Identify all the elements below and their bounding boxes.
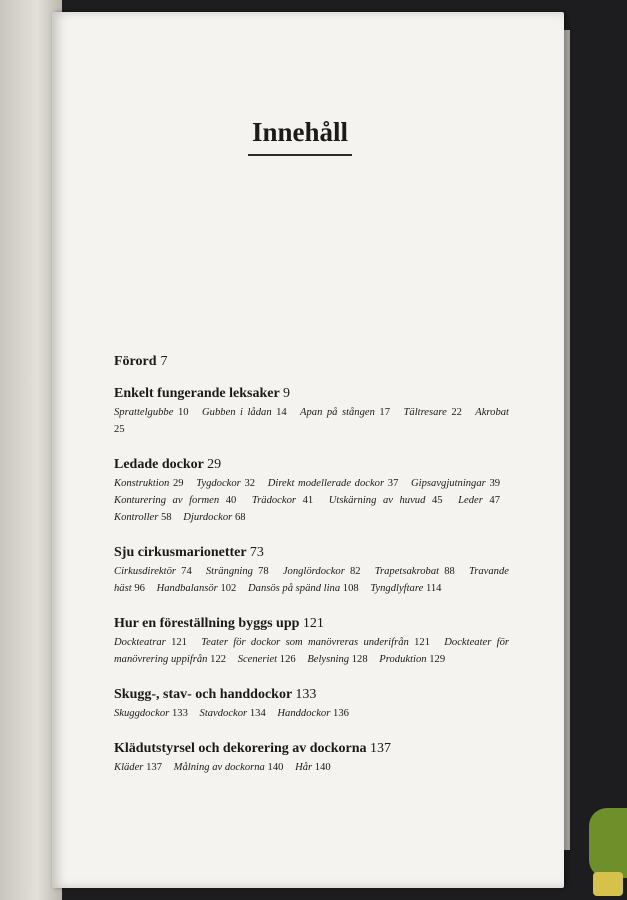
toc-entry xyxy=(114,512,172,523)
entry-page: 140 xyxy=(267,762,284,773)
entry-page: 126 xyxy=(279,654,296,665)
section-entries xyxy=(114,759,509,776)
entry-page: 25 xyxy=(114,424,125,435)
section-entries xyxy=(114,563,509,597)
toc-entry xyxy=(458,495,500,506)
entry-page: 140 xyxy=(314,762,331,773)
toc-entry xyxy=(114,407,189,418)
entry-page: 47 xyxy=(489,495,500,506)
toc-section xyxy=(114,687,509,722)
toc-entry xyxy=(295,762,331,773)
entry-label: Kläder xyxy=(114,762,144,773)
entry-page: 14 xyxy=(276,407,287,418)
entry-label: Sceneriet xyxy=(237,654,278,665)
entry-page: 32 xyxy=(244,478,256,489)
foreword-page: 7 xyxy=(160,354,168,369)
toc-entry xyxy=(174,762,284,773)
toc-entry xyxy=(200,708,266,719)
book-page xyxy=(52,12,564,888)
entry-page: 10 xyxy=(177,407,189,418)
entry-label: Hår xyxy=(295,762,313,773)
toc-entry xyxy=(114,637,187,648)
toc-section xyxy=(114,386,509,438)
entry-label: Handbalansör xyxy=(156,583,218,594)
entry-label: Djurdockor xyxy=(183,512,233,523)
entry-label: Akrobat xyxy=(475,407,509,418)
entry-label: Gipsavgjutningar xyxy=(411,478,486,489)
page-title: Innehåll xyxy=(248,117,352,156)
entry-label: Konturering av formen xyxy=(114,495,220,506)
entry-label: Skuggdockor xyxy=(114,708,170,719)
toc-entry xyxy=(206,566,269,577)
toc-entry xyxy=(252,495,313,506)
toc-entry xyxy=(196,478,255,489)
entry-page: 39 xyxy=(489,478,501,489)
toc-entry xyxy=(307,654,367,665)
toc-section xyxy=(114,457,509,526)
entry-page: 88 xyxy=(444,566,455,577)
toc-entry xyxy=(411,478,500,489)
section-title: Enkelt fungerande leksaker xyxy=(114,386,280,401)
entry-page: 96 xyxy=(134,583,145,594)
toc-entry xyxy=(238,654,296,665)
foreword-label: Förord xyxy=(114,354,157,369)
entry-page: 129 xyxy=(429,654,446,665)
entry-page: 82 xyxy=(349,566,361,577)
entry-label: Gubben i lådan xyxy=(202,407,272,418)
entry-label: Trädockor xyxy=(251,495,296,506)
entry-page: 78 xyxy=(258,566,269,577)
toc-entry xyxy=(114,566,192,577)
entry-label: Utskärning av huvud xyxy=(328,495,426,506)
entry-page: 45 xyxy=(431,495,443,506)
toc-section xyxy=(114,616,509,668)
entry-label: Jonglördockor xyxy=(282,566,345,577)
entry-label: Trapetsakrobat xyxy=(374,566,440,577)
entry-label: Strängning xyxy=(205,566,253,577)
entry-page: 121 xyxy=(171,637,187,648)
toc-entry xyxy=(248,583,359,594)
section-title: Ledade dockor xyxy=(114,457,204,472)
yellow-sticker xyxy=(593,872,623,896)
entry-label: Direkt modellerade dockor xyxy=(267,478,385,489)
section-page: 133 xyxy=(295,687,317,702)
table-of-contents xyxy=(114,352,509,795)
entry-page: 74 xyxy=(181,566,192,577)
entry-label: Apan på stången xyxy=(300,407,375,418)
entry-label: Målning av dockorna xyxy=(173,762,265,773)
section-page: 9 xyxy=(282,386,290,401)
entry-label: Konstruktion xyxy=(114,478,170,489)
entry-page: 40 xyxy=(225,495,237,506)
entry-label: Produktion xyxy=(379,654,427,665)
toc-entry xyxy=(114,478,184,489)
entry-page: 114 xyxy=(425,583,442,594)
entry-page: 41 xyxy=(302,495,314,506)
entry-label: Handdockor xyxy=(277,708,331,719)
section-page: 73 xyxy=(249,545,264,560)
entry-page: 134 xyxy=(249,708,266,719)
toc-entry xyxy=(114,708,188,719)
toc-entry xyxy=(300,407,390,418)
toc-section xyxy=(114,741,509,776)
entry-page: 122 xyxy=(210,654,227,665)
section-entries xyxy=(114,404,509,438)
toc-entry xyxy=(201,637,430,648)
entry-label: Stavdockor xyxy=(199,708,248,719)
entry-label: Tygdockor xyxy=(196,478,241,489)
section-entries xyxy=(114,705,509,722)
entry-label: Dockteater för manövrering uppifrån xyxy=(114,637,509,665)
entry-page: 102 xyxy=(220,583,237,594)
toc-entry xyxy=(183,512,245,523)
entry-page: 58 xyxy=(161,512,172,523)
section-page: 121 xyxy=(302,616,324,631)
entry-page: 17 xyxy=(379,407,390,418)
toc-entry xyxy=(329,495,443,506)
entry-page: 128 xyxy=(351,654,368,665)
toc-entry xyxy=(268,478,399,489)
entry-page: 136 xyxy=(333,708,349,719)
toc-entry xyxy=(375,566,455,577)
entry-page: 137 xyxy=(146,762,162,773)
toc-entry xyxy=(379,654,445,665)
section-heading xyxy=(114,457,509,473)
section-entries xyxy=(114,475,509,526)
entry-label: Travande häst xyxy=(114,566,509,594)
entry-label: Sprattelgubbe xyxy=(114,407,174,418)
toc-entry xyxy=(202,407,287,418)
section-heading xyxy=(114,616,509,632)
entry-label: Teater för dockor som manövreras underifrån xyxy=(201,637,409,648)
entry-page: 29 xyxy=(173,478,184,489)
section-page: 29 xyxy=(207,457,222,472)
section-heading xyxy=(114,687,509,703)
toc-entry xyxy=(283,566,361,577)
entry-label: Tältresare xyxy=(403,407,447,418)
entry-label: Dockteatrar xyxy=(114,637,166,648)
section-entries xyxy=(114,634,509,668)
section-heading xyxy=(114,386,509,402)
toc-entry xyxy=(404,407,462,418)
entry-label: Leder xyxy=(458,495,483,506)
section-title: Hur en föreställning byggs upp xyxy=(114,616,300,631)
title-block xyxy=(248,117,352,156)
foreword-entry xyxy=(114,352,509,370)
entry-page: 121 xyxy=(414,637,430,648)
entry-page: 37 xyxy=(387,478,399,489)
toc-entry xyxy=(157,583,237,594)
entry-page: 68 xyxy=(234,512,246,523)
toc-section xyxy=(114,545,509,597)
section-page: 137 xyxy=(370,741,392,756)
entry-page: 108 xyxy=(342,583,359,594)
entry-label: Tyngdlyftare xyxy=(370,583,424,594)
toc-entry xyxy=(370,583,441,594)
entry-label: Kontroller xyxy=(114,512,159,523)
section-title: Sju cirkusmarionetter xyxy=(114,545,247,560)
toc-entry xyxy=(114,762,162,773)
entry-label: Dansös på spänd lina xyxy=(248,583,341,594)
entry-label: Belysning xyxy=(307,654,350,665)
section-title: Klädutstyrsel och dekorering av dockorna xyxy=(114,741,367,756)
section-title: Skugg-, stav- och handdockor xyxy=(114,687,292,702)
entry-page: 133 xyxy=(171,708,188,719)
toc-entry xyxy=(277,708,349,719)
section-heading xyxy=(114,741,509,757)
entry-page: 22 xyxy=(451,407,462,418)
entry-label: Cirkusdirektör xyxy=(114,566,176,577)
green-sticker xyxy=(589,808,627,878)
section-heading xyxy=(114,545,509,561)
toc-entry xyxy=(114,495,236,506)
